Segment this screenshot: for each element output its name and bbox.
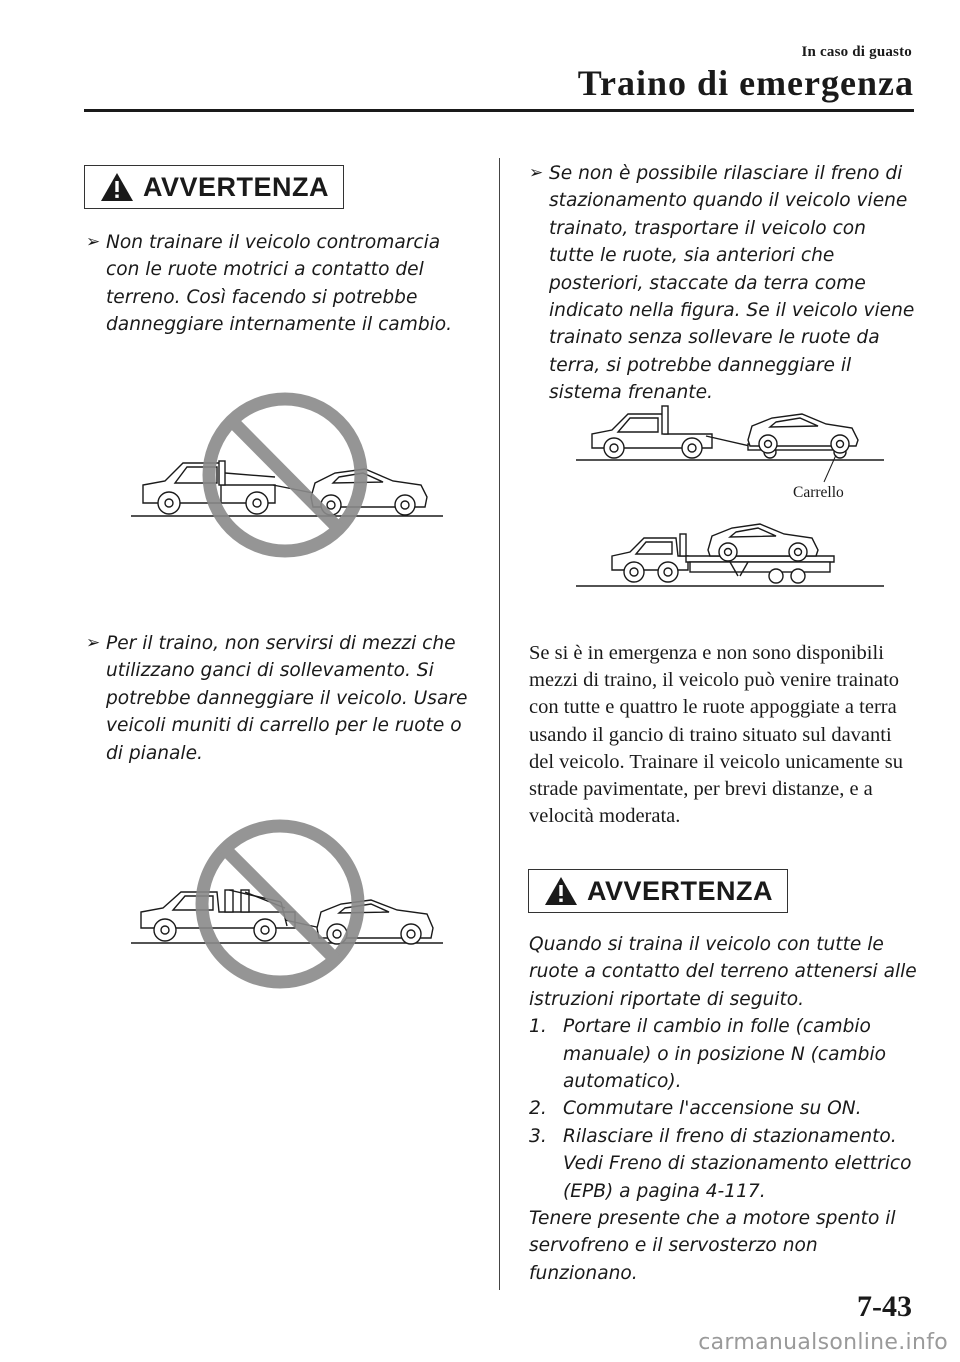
body-paragraph: Se si è in emergenza e non sono disponibili mezzi di traino, il veicolo può venire trainato con tutte e quattro le ruote appoggiate a terra usando il gancio di traino situato sul davanti del veicolo. Trainare il veicolo unicamente su strade pavimentate, per brevi distanze, e a velocità moderata. [529, 642, 904, 828]
figure-prohibited-tow-reverse [125, 385, 450, 565]
step-text: Commutare l'accensione su ON. [563, 1098, 862, 1120]
bullet-text: Se non è possibile rilasciare il freno di stazionamento quando il veicolo viene trainato, trasportare il veicolo con tutte le ruote, sia anteriori che posteriori, staccate da terra come indicato nella figura. Se il veicolo viene trainato senza sollevare le ruote da terra, si potrebbe danneggiare il sistema frenante. [549, 163, 915, 404]
warning-box-left [84, 165, 344, 209]
steps-list [529, 1013, 921, 1205]
section-name: In caso di guasto [801, 44, 912, 60]
list-item [529, 1095, 921, 1122]
header-rule [84, 109, 914, 112]
step-text: Rilasciare il freno di stazionamento. Vedi Freno di stazionamento elettrico (EPB) a pagina 4-117. [563, 1125, 912, 1202]
bullet-text: Per il traino, non servirsi di mezzi che utilizzano ganci di sollevamento. Si potrebbe danneggiare il veicolo. Usare veicoli muniti di carrello per le ruote o di pianale. [106, 633, 468, 764]
figure-prohibited-hook-lift [125, 810, 450, 995]
figure-caption: Carrello [793, 484, 844, 501]
arrowhead-bullet-icon: ➢ [529, 163, 544, 183]
warning-bullet [86, 630, 478, 767]
bullet-text: Non trainare il veicolo contromarcia con le ruote motrici a contatto del terreno. Così facendo si potrebbe danneggiare internamente il cambio. [106, 232, 453, 336]
step-number: 2. [529, 1098, 547, 1120]
step-number: 3. [529, 1125, 547, 1147]
warning-label: AVVERTENZA [142, 171, 329, 202]
warning-bullet [86, 229, 478, 339]
warning-intro: Quando si traina il veicolo con tutte le ruote a contatto del terreno attenersi alle istruzioni riportate di seguito. [529, 934, 917, 1010]
warning-box-right [528, 869, 788, 913]
step-text: Portare il cambio in folle (cambio manuale) o in posizione N (cambio automatico). [563, 1016, 887, 1093]
list-item [529, 1123, 921, 1205]
page-title: Traino di emergenza [577, 63, 914, 103]
warning-bullet [529, 160, 915, 407]
arrowhead-bullet-icon: ➢ [86, 633, 101, 653]
step-number: 1. [529, 1016, 547, 1038]
warning-triangle-icon [99, 171, 135, 203]
list-item [529, 1013, 921, 1095]
watermark: carmanualsonline.info [698, 1330, 948, 1355]
warning-outro: Tenere presente che a motore spento il servofreno e il servosterzo non funzionano. [529, 1208, 896, 1284]
warning-text-block [529, 931, 921, 1287]
page-number: 7-43 [857, 1290, 912, 1323]
warning-triangle-icon [543, 875, 579, 907]
warning-label: AVVERTENZA [586, 875, 773, 906]
column-divider [499, 158, 500, 1290]
arrowhead-bullet-icon: ➢ [86, 232, 101, 252]
